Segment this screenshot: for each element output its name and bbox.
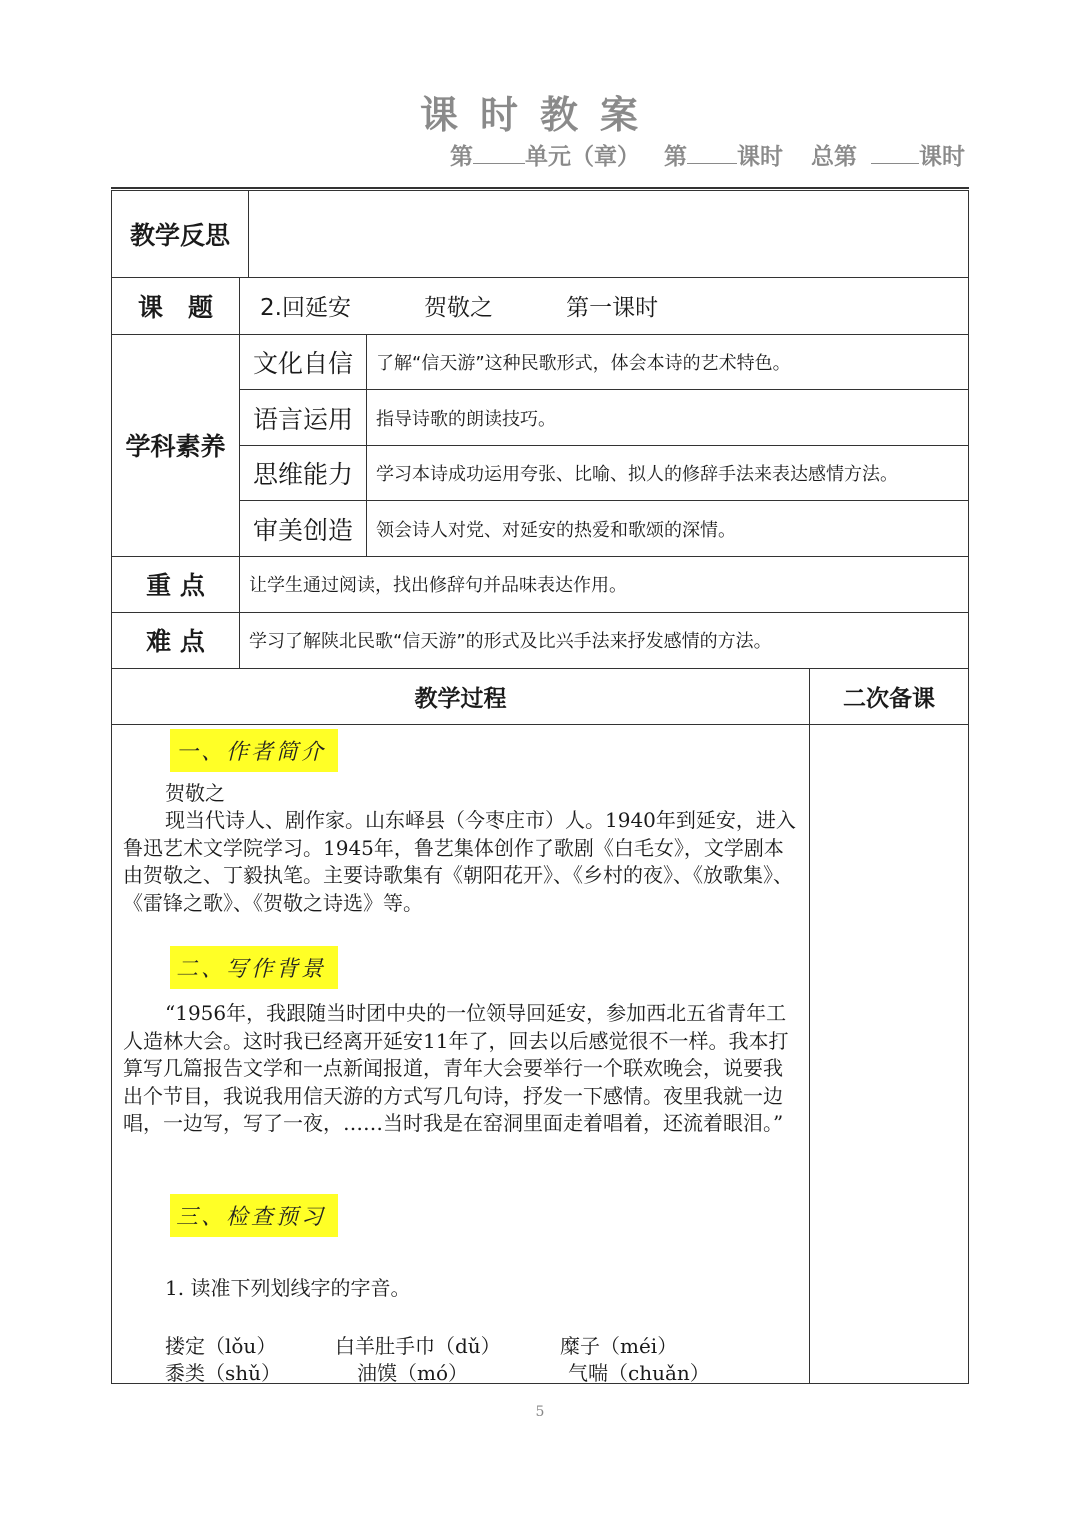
- subtitle-part3: 第: [664, 144, 687, 170]
- literacy-language-label: 语言运用: [252, 404, 353, 434]
- word-item: 白羊肚手巾（dǔ）: [335, 1334, 501, 1358]
- literacy-culture-content: 了解“信天游”这种民歌形式，体会本诗的艺术特色。: [376, 352, 791, 374]
- total-lesson-blank: [871, 141, 919, 164]
- header-rule: [111, 187, 969, 189]
- process-header: 教学过程: [414, 685, 507, 712]
- unit-lesson-line: [450, 138, 965, 171]
- literacy-language-content: 指导诗歌的朗读技巧。: [376, 408, 556, 430]
- key-point-label: 重 点: [146, 571, 205, 600]
- literacy-aesthetic-content: 领会诗人对党、对延安的热爱和歌颂的深情。: [376, 519, 736, 541]
- literacy-thinking-content: 学习本诗成功运用夸张、比喻、拟人的修辞手法来表达感情方法。: [376, 464, 898, 485]
- reflection-field: [249, 191, 968, 277]
- reflection-label: 教学反思: [129, 221, 230, 250]
- section-heading-author: 一、作者简介: [170, 729, 338, 772]
- section-heading-background: 二、写作背景: [170, 946, 338, 989]
- second-prep-header: 二次备课: [843, 685, 935, 712]
- page-number: 5: [535, 1404, 545, 1420]
- topic-label: 课 题: [137, 292, 213, 322]
- lesson-blank: [687, 141, 737, 164]
- difficulty-content: 学习了解陕北民歌“信天游”的形式及比兴手法来抒发感情的方法。: [249, 631, 772, 652]
- unit-blank: [473, 141, 525, 164]
- page-title: 课时教案: [419, 93, 660, 137]
- topic-value: 2.回延安 贺敬之 第一课时: [260, 295, 659, 321]
- subtitle-part2: 单元（章）: [525, 144, 640, 170]
- literacy-label: 学科素养: [125, 432, 226, 461]
- subtitle-part4: 课时: [737, 144, 783, 170]
- word-item: 气喘（chuǎn）: [568, 1361, 710, 1385]
- difficulty-label: 难 点: [146, 627, 205, 656]
- subtitle-part5: 总第: [811, 144, 857, 170]
- subtitle-part6: 课时: [919, 144, 965, 170]
- literacy-culture-label: 文化自信: [252, 348, 353, 378]
- preview-question: 1. 读准下列划线字的字音。: [165, 1276, 411, 1300]
- subtitle-part1: 第: [450, 144, 473, 170]
- key-point-content: 让学生通过阅读，找出修辞句并品味表达作用。: [249, 575, 627, 596]
- author-name: 贺敬之: [165, 781, 225, 805]
- literacy-aesthetic-label: 审美创造: [252, 515, 353, 545]
- word-item: 黍类（shǔ）: [165, 1361, 282, 1385]
- word-item: 搂定（lǒu）: [165, 1334, 277, 1358]
- literacy-thinking-label: 思维能力: [252, 460, 353, 489]
- word-item: 糜子（méi）: [560, 1334, 678, 1358]
- background-quote: “1956年，我跟随当时团中央的一位领导回延安，参加西北五省青年工人造林大会。这时我已经离开延安11年了，回去以后感觉很不一样。我本打算写几篇报告文学和一点新闻报道，青年大会要举行一个联欢晚会，说要我出个节目，我说我用信天游的方式写几句诗，抒发一下感情。夜里我就一边唱，一边写，写了一夜，……当时我是在窑洞里面走着唱着，还流着眼泪。”: [123, 1001, 789, 1135]
- author-bio: 现当代诗人、剧作家。山东峄县（今枣庄市）人。1940年到延安，进入鲁迅艺术文学院学习。1945年，鲁艺集体创作了歌剧《白毛女》，文学剧本由贺敬之、丁毅执笔。主要诗歌集有《朝阳花开》、《乡村的夜》、《放歌集》、《雷锋之歌》、《贺敬之诗选》等。: [123, 808, 796, 915]
- section-heading-preview: 三、检查预习: [170, 1194, 338, 1237]
- word-item: 油馍（mó）: [357, 1361, 469, 1385]
